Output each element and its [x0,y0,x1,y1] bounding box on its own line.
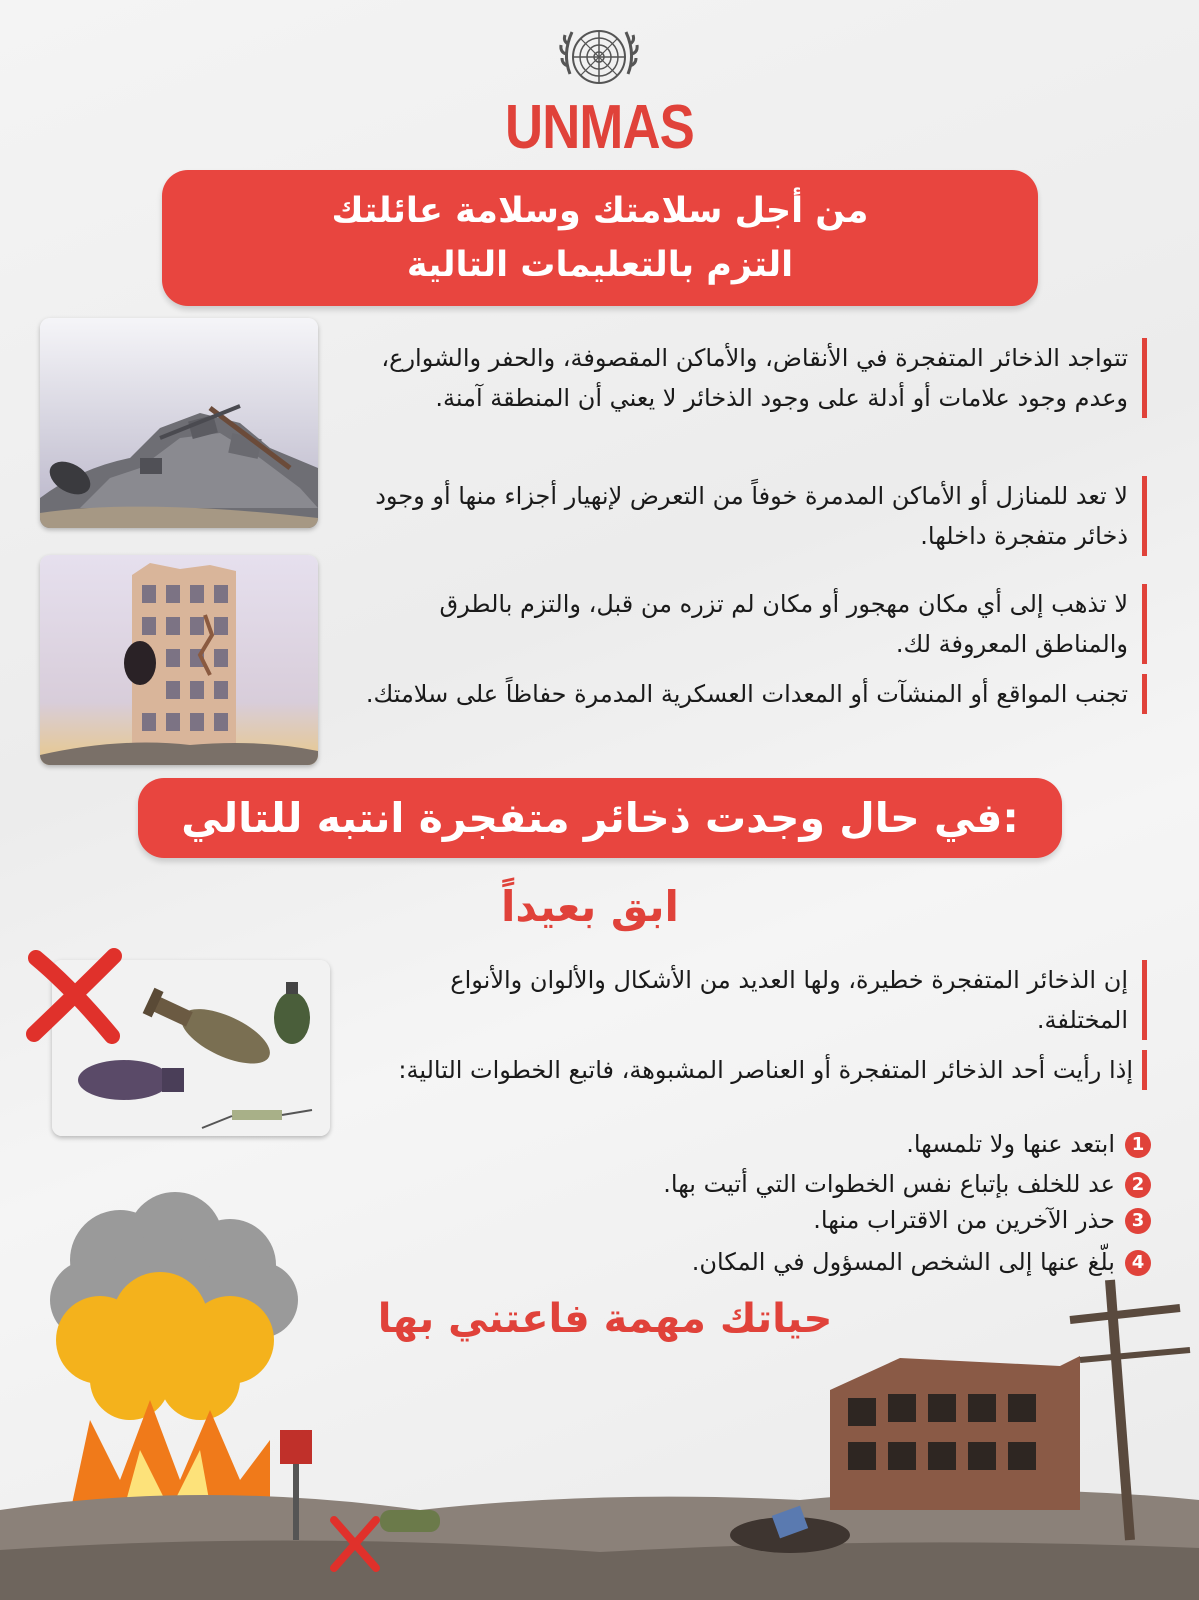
step-text: بلّغ عنها إلى الشخص المسؤول في المكان. [691,1248,1115,1276]
step-number: 1 [1125,1132,1151,1158]
tip-rubble: تتواجد الذخائر المتفجرة في الأنقاض، والأماكن المقصوفة، والحفر والشوارع، وعدم وجود علامات أو أدلة على وجود الذخائر لا يعني أن المنطقة آمنة. [347,338,1147,418]
suspicious-items-text [387,1050,1147,1090]
step-text: عد للخلف بإتباع نفس الخطوات التي أتيت بها. [663,1170,1115,1198]
munitions-danger-text: إن الذخائر المتفجرة خطيرة، ولها العديد من الأشكال والألوان والأنواع المختلفة. [387,960,1147,1040]
section-banner: في حال وجدت ذخائر متفجرة انتبه للتالي: [138,778,1062,858]
bottom-scene-illustration [0,1180,1199,1600]
step-number: 3 [1125,1208,1151,1234]
step-1 [906,1130,1151,1158]
stay-away-heading: ابق بعيداً [501,882,679,931]
tip-destroyed-homes: لا تعد للمنازل أو الأماكن المدمرة خوفاً من التعرض لإنهيار أجزاء منها أو وجود ذخائر متفجرة داخلها. [347,476,1147,556]
step-number: 4 [1125,1250,1151,1276]
tip-unknown-places: لا تذهب إلى أي مكان مهجور أو مكان لم تزره من قبل، والتزم بالطرق والمناطق المعروفة لك. [347,584,1147,664]
rubble-illustration [40,318,318,528]
step-text: ابتعد عنها ولا تلمسها. [906,1130,1115,1158]
red-x-icon [22,948,126,1048]
accent-bar [1142,1050,1147,1090]
tip-military-sites: تجنب المواقع أو المنشآت أو المعدات العسكرية المدمرة حفاظاً على سلامتك. [347,674,1147,714]
damaged-building-illustration [40,555,318,765]
top-banner [162,170,1038,306]
un-emblem-logo [556,14,642,100]
banner-line-2: التزم بالتعليمات التالية [406,245,794,285]
banner-line-1: من أجل سلامتك وسلامة عائلتك [331,191,869,231]
step-number: 2 [1125,1172,1151,1198]
suspicious-items-label: إذا رأيت أحد الذخائر المتفجرة أو العناصر المشبوهة، فاتبع الخطوات التالية: [398,1056,1133,1084]
slogan: حياتك مهمة فاعتني بها [377,1296,833,1342]
brand-title: UNMAS [505,93,694,162]
step-text: حذر الآخرين من الاقتراب منها. [813,1206,1115,1234]
